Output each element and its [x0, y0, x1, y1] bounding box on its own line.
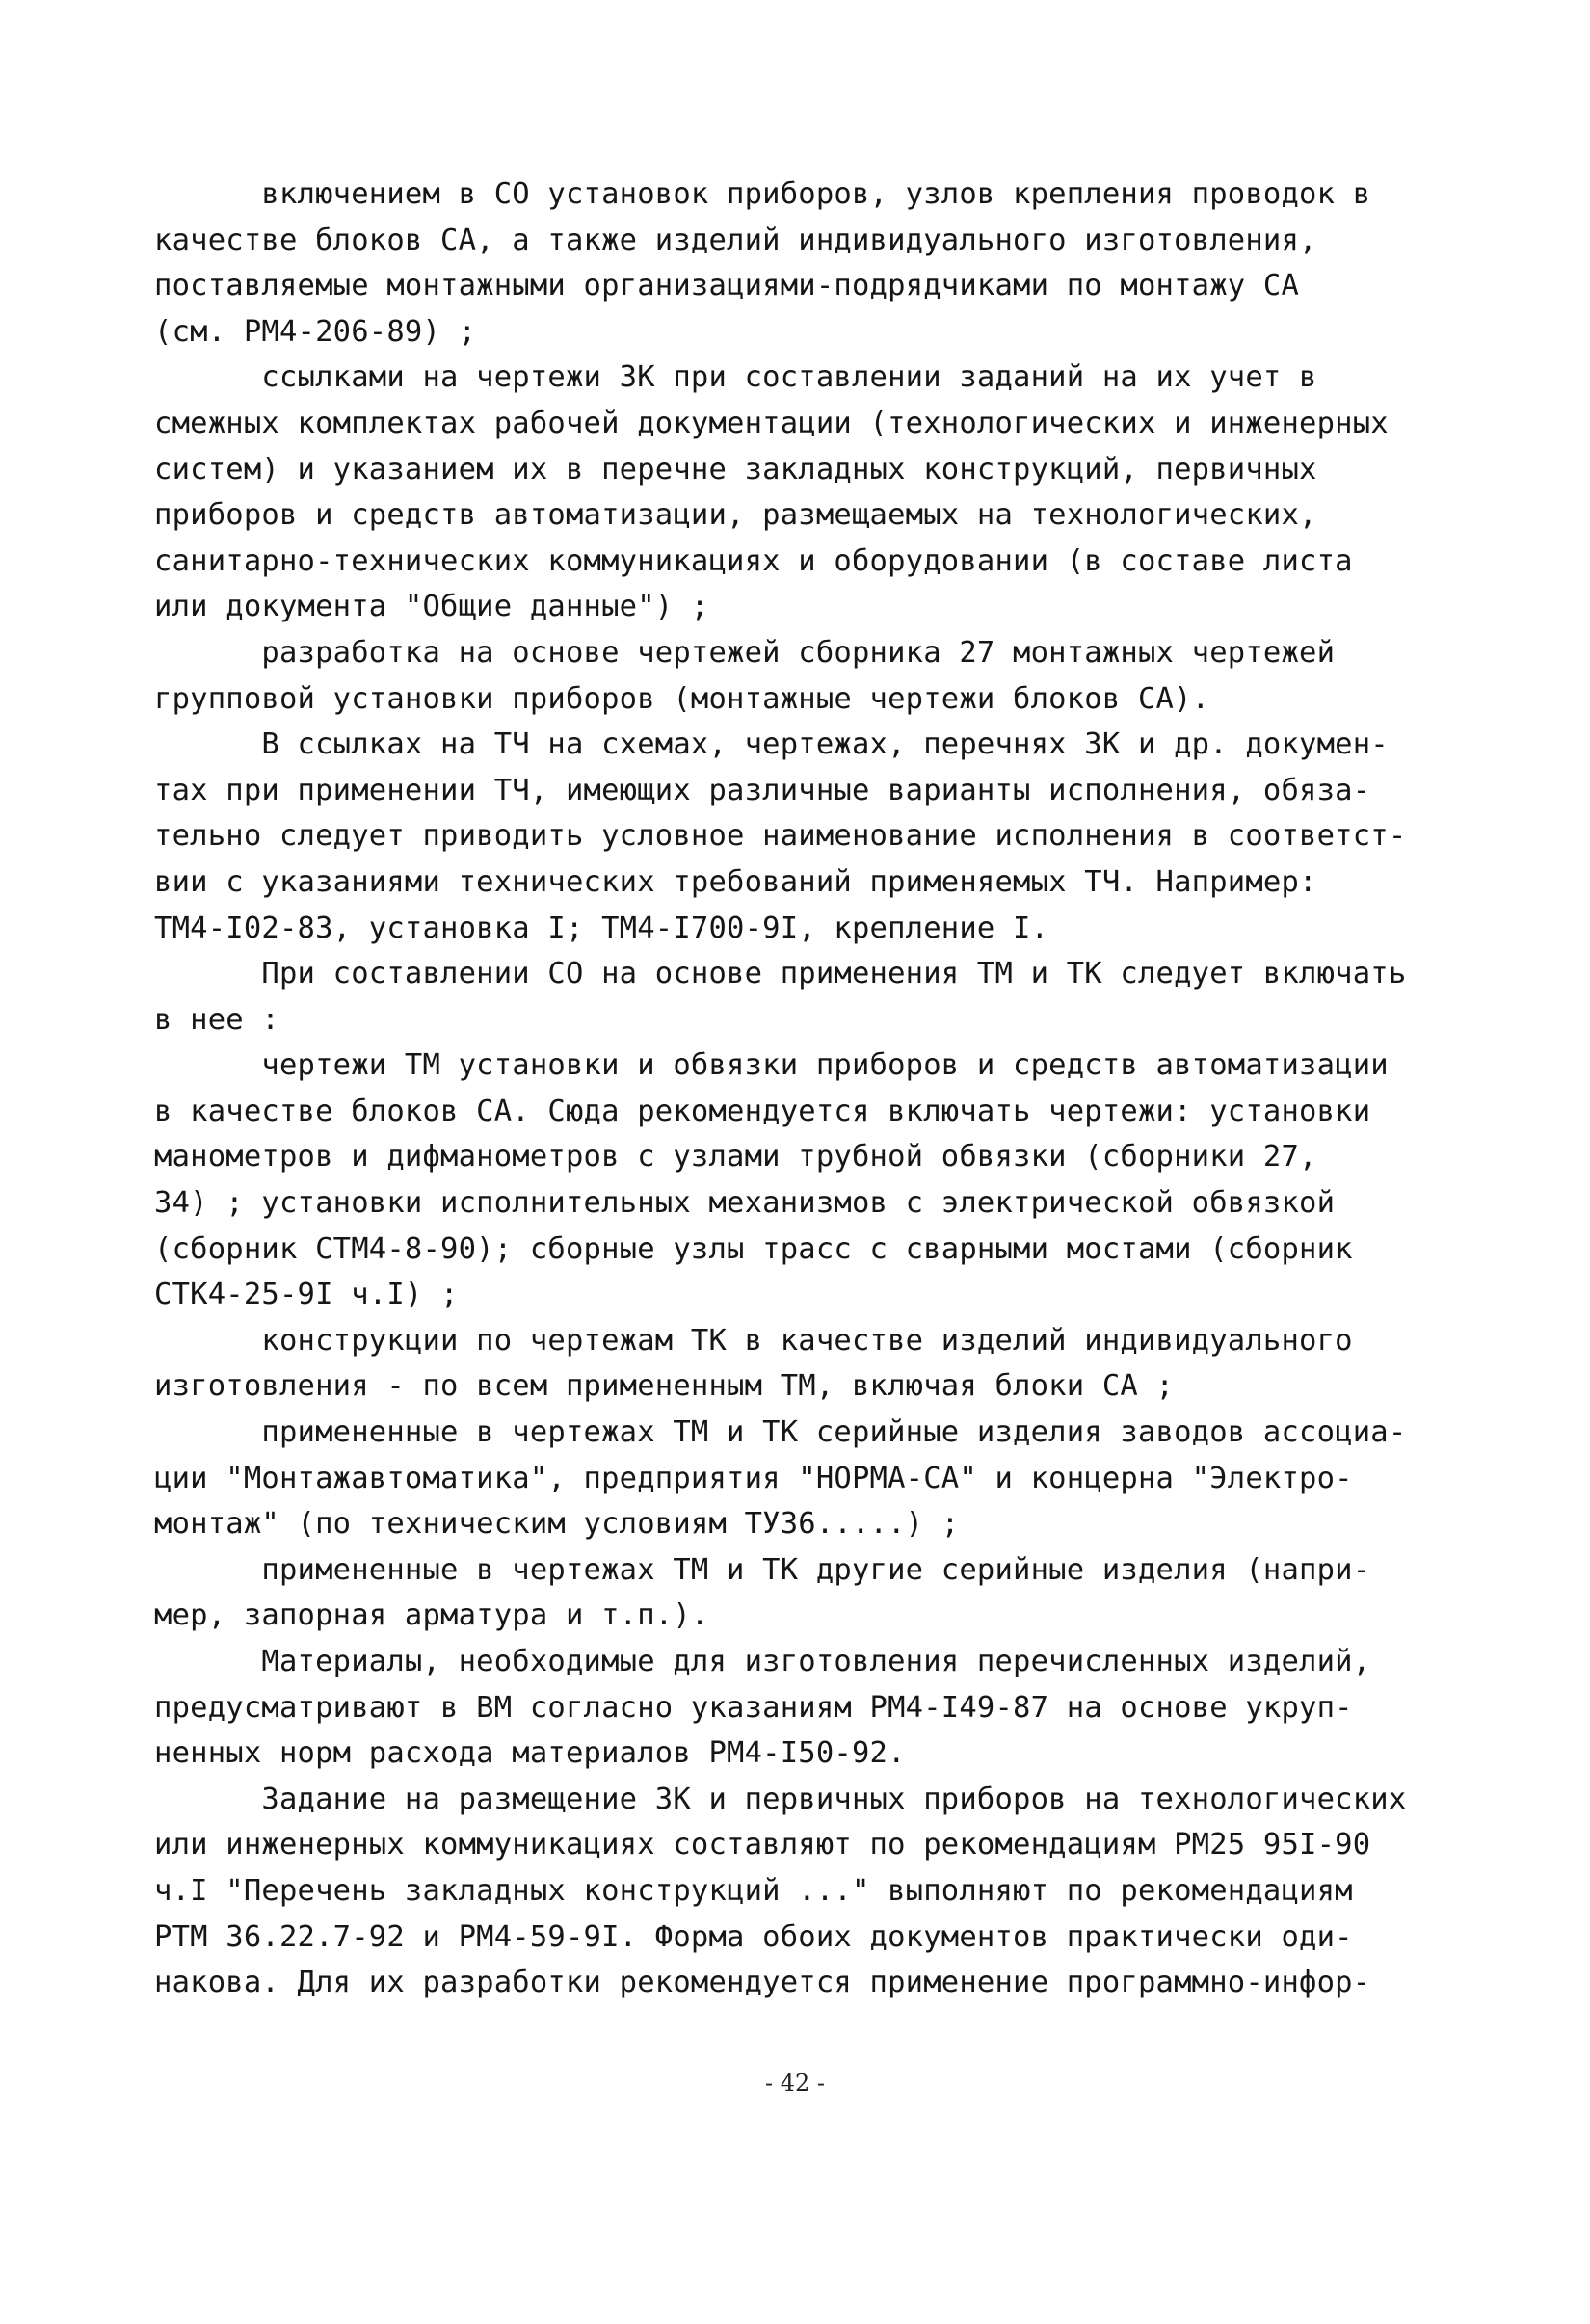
text-line: изготовления - по всем примененным ТМ, включая блоки СА ;: [154, 1369, 1175, 1404]
text-line: Задание на размещение ЗК и первичных приборов на технологических: [154, 1782, 1407, 1816]
text-line: примененные в чертежах ТМ и ТК серийные изделия заводов ассоциа-: [154, 1415, 1407, 1450]
text-line: (сборник СТМ4-8-90); сборные узлы трасс с сварными мостами (сборник: [154, 1231, 1353, 1266]
text-line: манометров и дифманометров с узлами трубной обвязки (сборники 27,: [154, 1140, 1317, 1175]
text-line: предусматривают в ВМ согласно указаниям РМ4-I49-87 на основе укруп-: [154, 1690, 1353, 1725]
text-line: монтаж" (по техническим условиям ТУ36.....) ;: [154, 1507, 960, 1542]
text-line: смежных комплектах рабочей документации (технологических и инженерных: [154, 406, 1389, 440]
text-line: конструкции по чертежам ТК в качестве изделий индивидуального: [154, 1323, 1353, 1358]
text-line: разработка на основе чертежей сборника 27 монтажных чертежей: [154, 635, 1336, 670]
text-line: накова. Для их разработки рекомендуется применение программно-инфор-: [154, 1966, 1371, 2000]
body-text: [154, 172, 1484, 2006]
text-line: (см. РМ4-206-89) ;: [154, 314, 477, 349]
page-number: - 42 -: [764, 2070, 825, 2097]
text-line: вии с указаниями технических требований применяемых ТЧ. Например:: [154, 864, 1317, 899]
text-line: тельно следует приводить условное наименование исполнения в соответст-: [154, 819, 1407, 854]
text-line: Материалы, необходимые для изготовления перечисленных изделий,: [154, 1645, 1371, 1678]
text-line: групповой установки приборов (монтажные чертежи блоков СА).: [154, 681, 1210, 716]
text-line: систем) и указанием их в перечне закладных конструкций, первичных: [154, 452, 1317, 487]
text-line: При составлении СО на основе применения ТМ и ТК следует включать: [154, 957, 1407, 991]
text-line: чертежи ТМ установки и обвязки приборов и средств автоматизации: [154, 1048, 1389, 1083]
text-line: включением в СО установок приборов, узлов крепления проводок в: [154, 177, 1371, 211]
text-line: 34) ; установки исполнительных механизмов с электрической обвязкой: [154, 1186, 1336, 1221]
text-line: поставляемые монтажными организациями-подрядчиками по монтажу СА: [154, 269, 1300, 304]
text-line: ТМ4-I02-83, установка I; ТМ4-I700-9I, крепление I.: [154, 911, 1049, 945]
text-line: ненных норм расхода материалов РМ4-I50-92.: [154, 1736, 906, 1771]
text-line: В ссылках на ТЧ на схемах, чертежах, перечнях ЗК и др. докумен-: [154, 727, 1389, 762]
text-line: ции "Монтажавтоматика", предприятия "НОРМА-СА" и концерна "Электро-: [154, 1461, 1353, 1495]
text-line: СТК4-25-9I ч.I) ;: [154, 1278, 459, 1312]
text-line: приборов и средств автоматизации, размещаемых на технологических,: [154, 498, 1317, 533]
text-line: ссылками на чертежи ЗК при составлении заданий на их учет в: [154, 360, 1317, 395]
text-line: примененные в чертежах ТМ и ТК другие серийные изделия (напри-: [154, 1552, 1371, 1587]
text-line: или инженерных коммуникациях составляют по рекомендациям РМ25 95I-90: [154, 1828, 1371, 1862]
text-line: тах при применении ТЧ, имеющих различные варианты исполнения, обяза-: [154, 773, 1371, 807]
text-line: РТМ 36.22.7-92 и РМ4-59-9I. Форма обоих документов практически оди-: [154, 1919, 1353, 1954]
text-line: мер, запорная арматура и т.п.).: [154, 1598, 709, 1633]
text-line: в качестве блоков СА. Сюда рекомендуется включать чертежи: установки: [154, 1094, 1371, 1128]
text-line: ч.I "Перечень закладных конструкций ..." выполняют по рекомендациям: [154, 1873, 1353, 1908]
text-line: в нее :: [154, 1002, 279, 1037]
text-line: санитарно-технических коммуникациях и оборудовании (в составе листа: [154, 543, 1353, 578]
text-line: качестве блоков СА, а также изделий индивидуального изготовления,: [154, 223, 1317, 257]
text-line: или документа "Общие данные") ;: [154, 590, 709, 624]
